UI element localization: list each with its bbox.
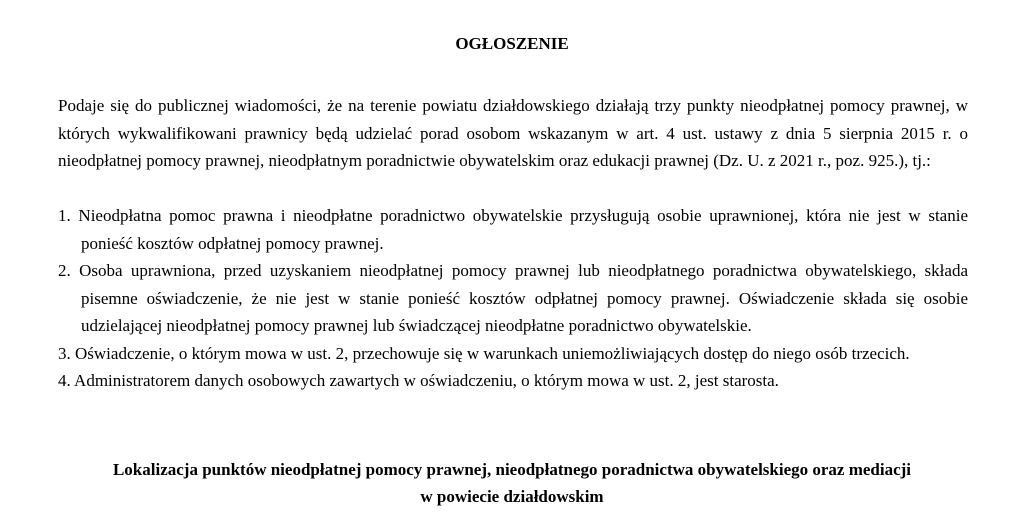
numbered-list	[58, 202, 968, 395]
list-item-2: 2. Osoba uprawniona, przed uzyskaniem nieodpłatnej pomocy prawnej lub nieodpłatnego poradnictwa obywatelskiego, składa pisemne oświadczenie, że nie jest w stanie ponieść kosztów odpłatnej pomocy prawnej. Oświadczenie składa się osobie udzielającej nieodpłatnej pomocy prawnej lub świadczącej nieodpłatne poradnictwo obywatelskie.	[58, 261, 968, 335]
section-heading	[40, 456, 984, 510]
section-heading-line-2: w powiecie działdowskim	[420, 487, 604, 506]
section-heading-line-1: Lokalizacja punktów nieodpłatnej pomocy prawnej, nieodpłatnego poradnictwa obywatelskiego oraz mediacji	[112, 460, 912, 479]
announcement-title: OGŁOSZENIE	[455, 34, 569, 53]
list-item-1: 1. Nieodpłatna pomoc prawna i nieodpłatne poradnictwo obywatelskie przysługują osobie uprawnionej, która nie jest w stanie ponieść kosztów odpłatnej pomocy prawnej.	[58, 206, 968, 253]
list-item-3: 3. Oświadczenie, o którym mowa w ust. 2, przechowuje się w warunkach uniemożliwiających dostęp do niego osób trzecich.	[58, 343, 910, 363]
list-item-4: 4. Administratorem danych osobowych zawartych w oświadczeniu, o którym mowa w ust. 2, jest starosta.	[58, 371, 779, 390]
intro-paragraph: Podaje się do publicznej wiadomości, że na terenie powiatu działdowskiego działają trzy punkty nieodpłatnej pomocy prawnej, w których wykwalifikowani prawnicy będą udzielać porad osobom wskazanym w art. 4 ust. ustawy z dnia 5 sierpnia 2015 r. o nieodpłatnej pomocy prawnej, nieodpłatnym poradnictwie obywatelskim oraz edukacji prawnej (Dz. U. z 2021 r., poz. 925.), tj.:	[58, 96, 968, 170]
